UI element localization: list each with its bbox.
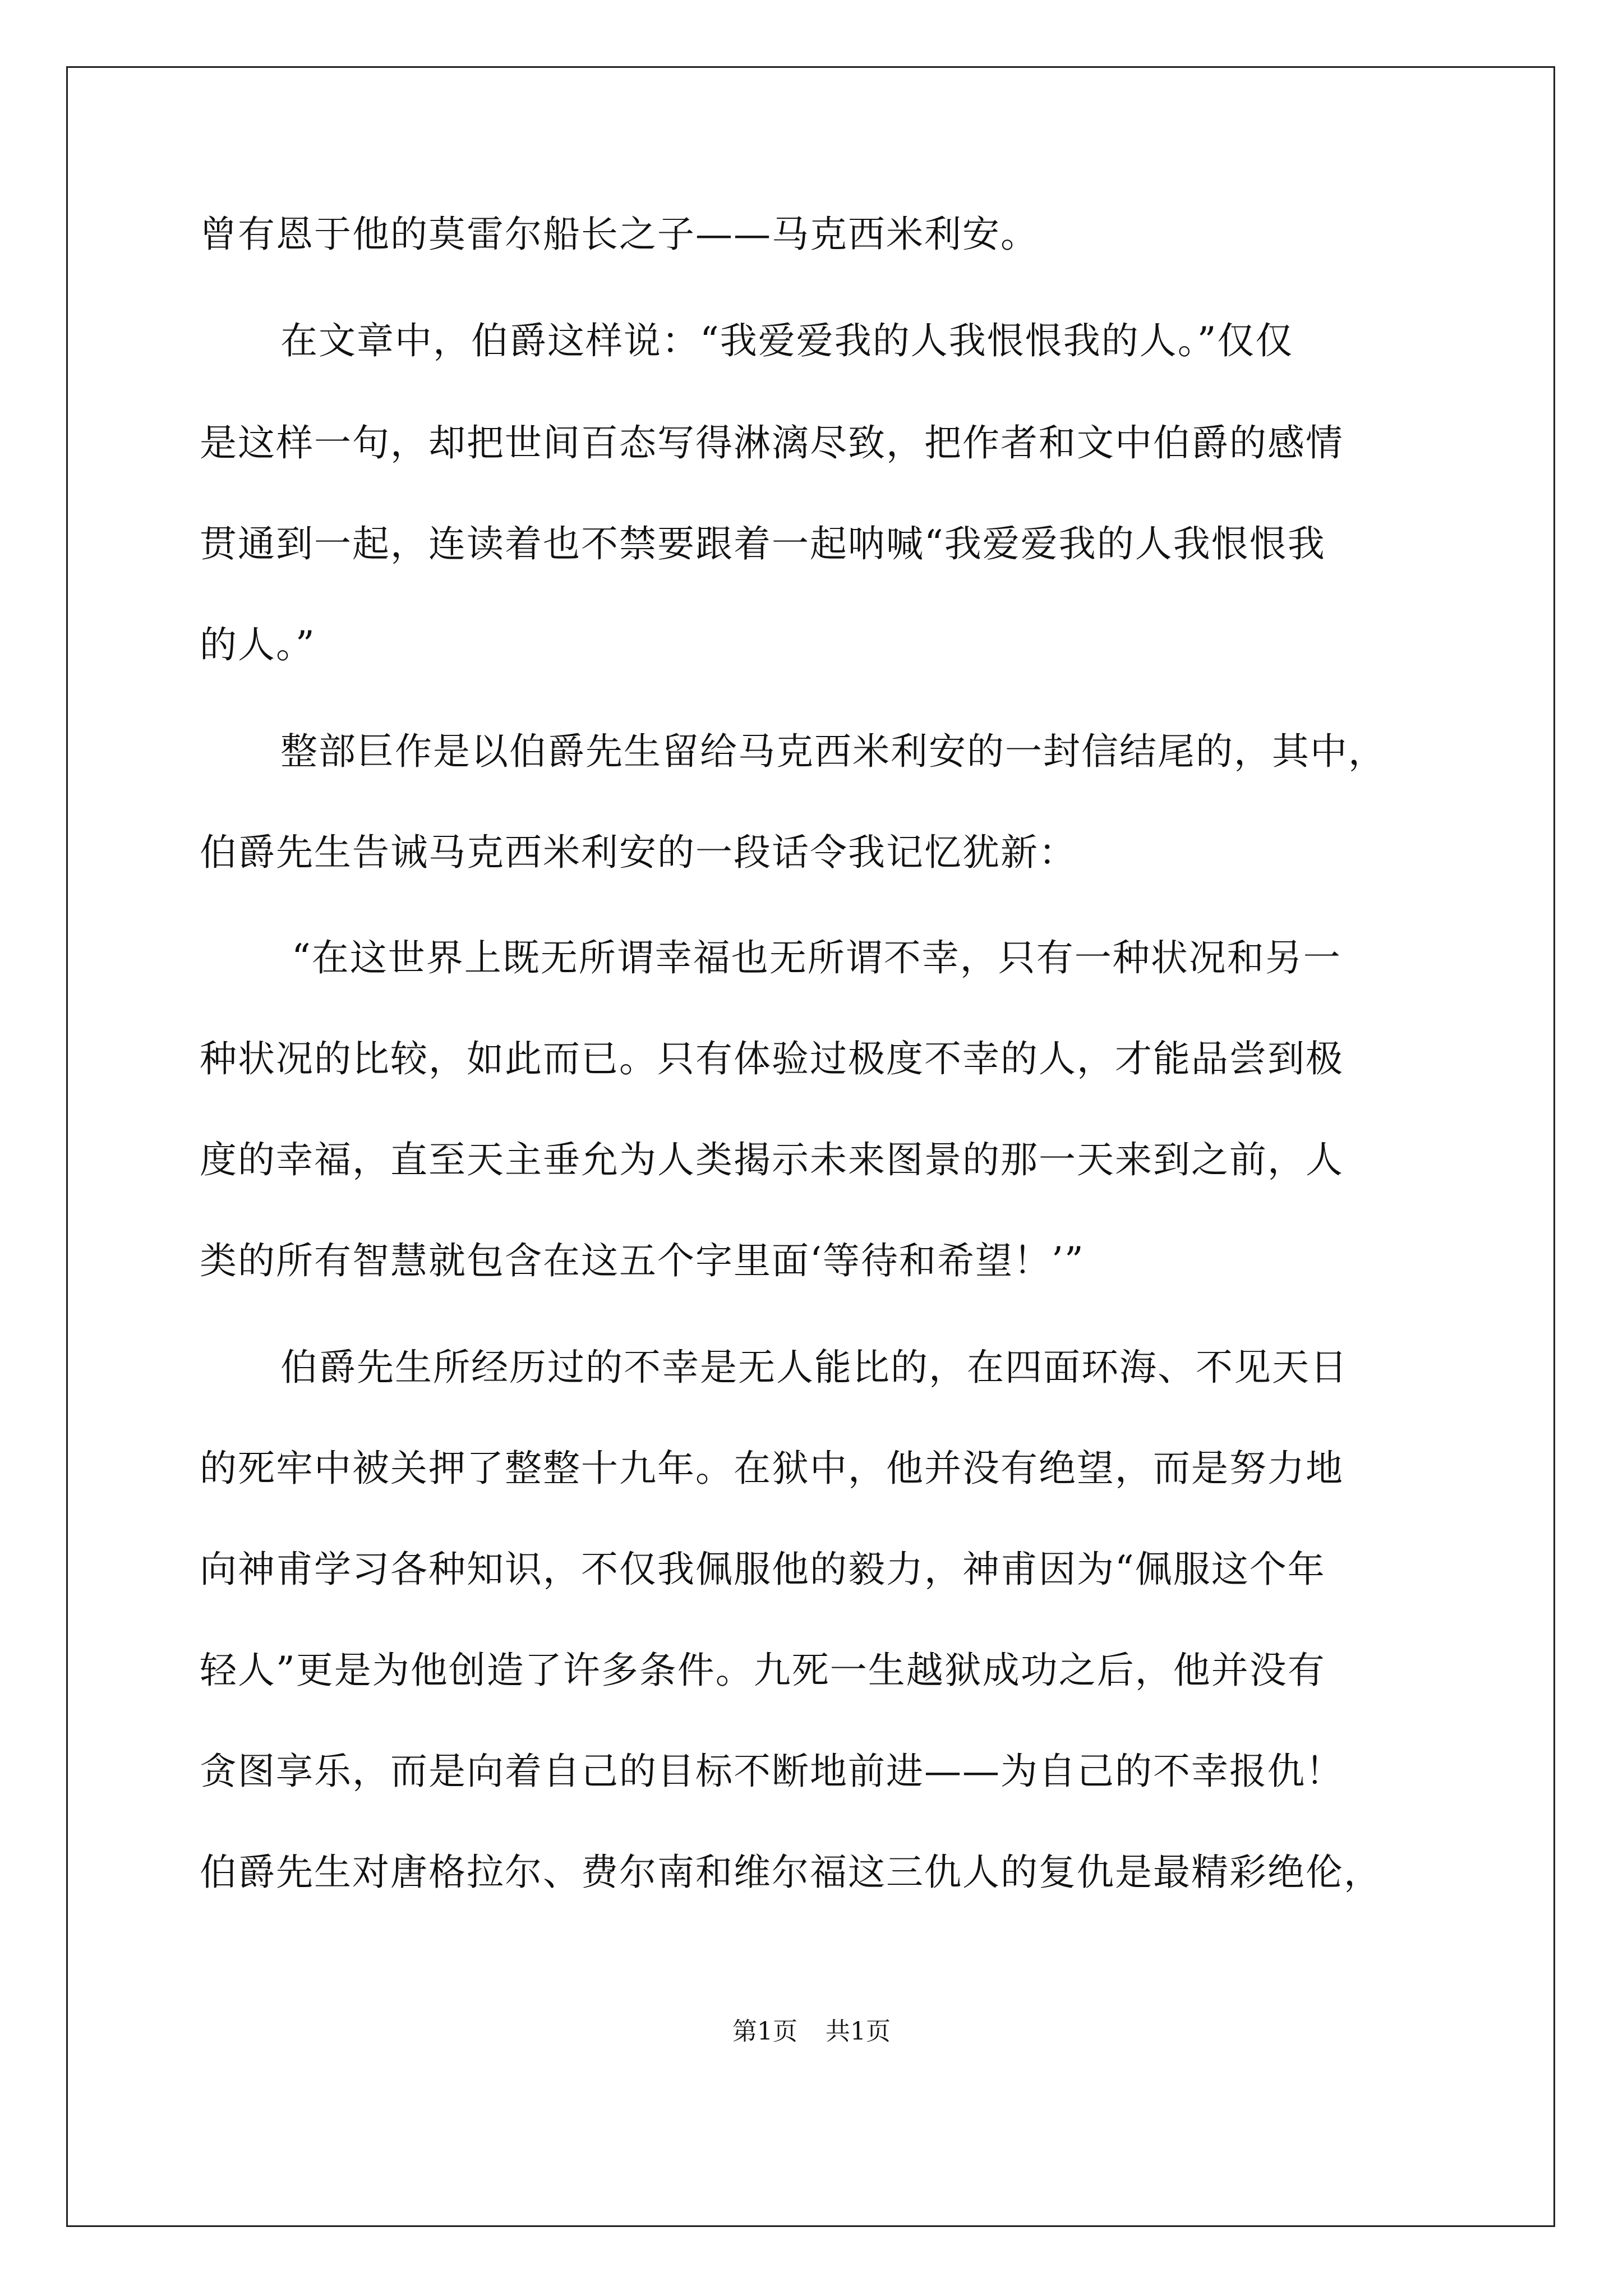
text-line: 伯爵先生告诫马克西米利安的一段话令我记忆犹新： <box>200 831 1077 874</box>
page-number-total: 共1页 <box>826 2017 891 2046</box>
paragraph-first-line: 伯爵先生所经历过的不幸是无人能比的，在四面环海、不见天日 <box>280 1346 1348 1389</box>
paragraph-first-line: 在文章中，伯爵这样说：“我爱爱我的人我恨恨我的人。”仅仅 <box>280 319 1294 362</box>
text-line: 的人。” <box>200 623 316 666</box>
text-line: 是这样一句，却把世间百态写得淋漓尽致，把作者和文中伯爵的感情 <box>200 421 1344 464</box>
text-line: 贪图享乐，而是向着自己的目标不断地前进——为自己的不幸报仇！ <box>200 1750 1344 1793</box>
text-line: 度的幸福，直至天主垂允为人类揭示未来图景的那一天来到之前，人 <box>200 1138 1344 1181</box>
text-line: 类的所有智慧就包含在这五个字里面‘等待和希望！’” <box>200 1239 1085 1282</box>
text-line: 种状况的比较，如此而已。只有体验过极度不幸的人，才能品尝到极 <box>200 1037 1344 1080</box>
text-line: 曾有恩于他的莫雷尔船长之子——马克西米利安。 <box>200 213 1039 256</box>
paragraph-first-line: 整部巨作是以伯爵先生留给马克西米利安的一封信结尾的，其中， <box>280 730 1386 773</box>
text-line: 轻人”更是为他创造了许多条件。九死一生越狱成功之后，他并没有 <box>200 1649 1326 1692</box>
quote-first-line: “在这世界上既无所谓幸福也无所谓不幸，只有一种状况和另一 <box>292 936 1341 979</box>
text-line: 向神甫学习各种知识，不仅我佩服他的毅力，神甫因为“佩服这个年 <box>200 1548 1326 1591</box>
page-number-current: 第1页 <box>732 2017 797 2046</box>
text-line: 贯通到一起，连读着也不禁要跟着一起呐喊“我爱爱我的人我恨恨我 <box>200 522 1326 565</box>
page-footer <box>0 2016 1623 2047</box>
text-line: 的死牢中被关押了整整十九年。在狱中，他并没有绝望，而是努力地 <box>200 1447 1344 1490</box>
text-line: 伯爵先生对唐格拉尔、费尔南和维尔福这三仇人的复仇是最精彩绝伦， <box>200 1851 1382 1894</box>
